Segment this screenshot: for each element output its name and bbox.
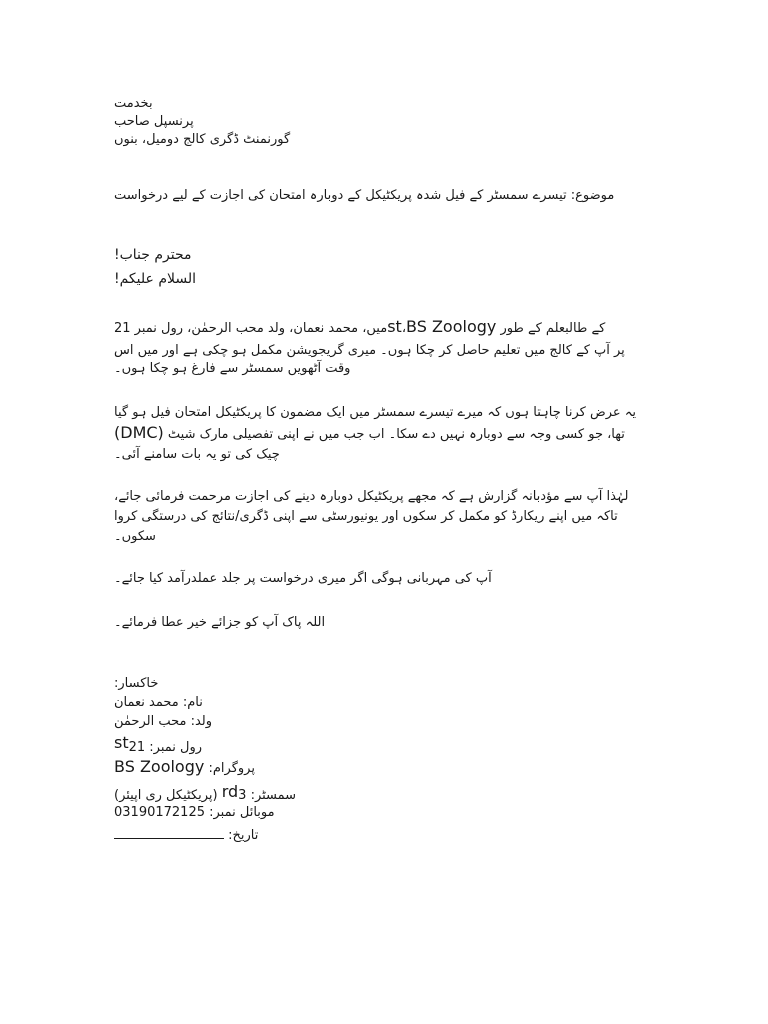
paragraph-3-line-2: تاکہ میں اپنے ریکارڈ کو مکمل کر سکوں اور یونیورسٹی سے اپنی ڈگری/نتائج کی درستگی کروا <box>114 509 618 524</box>
addressee-line-1: بخدمت <box>114 96 153 111</box>
paragraph-5: اللہ پاک آپ کو جزائے خیر عطا فرمائے۔ <box>114 615 326 630</box>
subject-line: موضوع: تیسرے سمسٹر کے فیل شدہ پریکٹیکل کے دوبارہ امتحان کی اجازت کے لیے درخواست <box>114 188 615 203</box>
paragraph-3-line-1: لہٰذا آپ سے مؤدبانہ گزارش ہے کہ مجھے پریکٹیکل دوبارہ دینے کی اجازت مرحمت فرمائی جائے، <box>114 489 629 504</box>
p1-text-a: کے طالبعلم کے طور <box>500 321 606 336</box>
p2-text-a: تھا، جو کسی وجہ سے دوبارہ نہیں دے سکا۔ اب جب میں نے اپنی تفصیلی مارک شیٹ <box>167 427 625 442</box>
p2-dmc: (DMC) <box>114 423 164 442</box>
paragraph-2-line-3: چیک کی تو یہ بات سامنے آئی۔ <box>114 447 280 462</box>
program-label: پروگرام: <box>208 761 255 776</box>
p1-program: BS Zoology <box>406 317 497 336</box>
paragraph-2-line-1: یہ عرض کرنا چاہتا ہوں کہ میرے تیسرے سمسٹر میں ایک مضمون کا پریکٹیکل امتحان فیل ہو گیا <box>114 405 637 420</box>
date-label: تاریخ: <box>228 828 259 843</box>
paragraph-4: آپ کی مہربانی ہوگی اگر میری درخواست پر جلد عملدرآمد کیا جائے۔ <box>114 571 492 586</box>
semester-note: (پریکٹیکل ری اپیئر) <box>114 788 218 803</box>
signature-program <box>114 757 255 779</box>
greeting-line-1: محترم جناب! <box>114 247 192 263</box>
semester-sup: rd <box>221 782 239 801</box>
program-value: BS Zoology <box>114 757 205 776</box>
paragraph-2-line-2 <box>114 424 654 444</box>
signature-date <box>114 826 258 846</box>
addressee-line-2: پرنسپل صاحب <box>114 114 194 129</box>
semester-label: سمسٹر: 3 <box>238 788 297 803</box>
signature-roll <box>114 733 202 758</box>
paragraph-3-line-3: سکوں۔ <box>114 529 156 544</box>
greeting-line-2: السلام علیکم! <box>114 271 196 287</box>
closing-line: خاکسار: <box>114 676 159 691</box>
p1-text-c: میں، محمد نعمان، ولد محب الرحمٰن، رول نمبر 21 <box>114 321 388 336</box>
signature-name: نام: محمد نعمان <box>114 695 203 710</box>
date-blank-line <box>114 826 224 839</box>
p1-roll-sup: st <box>387 317 402 336</box>
roll-sup: st <box>114 733 129 752</box>
addressee-line-3: گورنمنٹ ڈگری کالج دومیل، بنوں <box>114 132 291 147</box>
roll-label: رول نمبر: 21 <box>128 740 203 755</box>
signature-mobile: موبائل نمبر: 03190172125 <box>114 805 275 820</box>
paragraph-1-line-3: وقت آٹھویں سمسٹر سے فارغ ہو چکا ہوں۔ <box>114 361 351 376</box>
paragraph-1-line-1: کے طالبعلم کے طور BS Zoology،stمیں، محمد نعمان، ولد محب الرحمٰن، رول نمبر 21 <box>114 317 606 336</box>
paragraph-1-line-2: پر آپ کے کالج میں تعلیم حاصل کر چکا ہوں۔ میری گریجویشن مکمل ہو چکی ہے اور میں اس <box>114 343 625 358</box>
signature-father: ولد: محب الرحمٰن <box>114 714 213 729</box>
